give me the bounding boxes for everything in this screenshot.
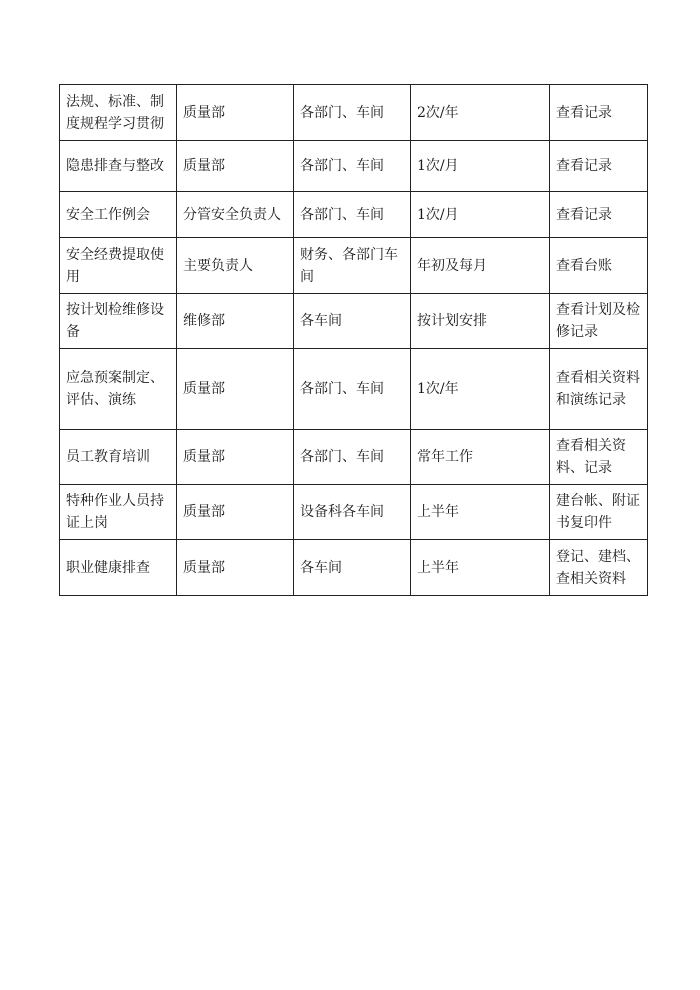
cell-frequency: 年初及每月 [411,238,550,294]
cell-item: 按计划检维修设备 [60,294,177,349]
cell-responsible: 质量部 [177,349,294,430]
table-row [60,85,648,141]
cell-participants: 各车间 [294,294,411,349]
table-row [60,141,648,192]
cell-responsible: 质量部 [177,141,294,192]
cell-participants: 财务、各部门车间 [294,238,411,294]
cell-responsible: 分管安全负责人 [177,192,294,238]
cell-item: 职业健康排查 [60,540,177,596]
cell-check: 查看相关资料、记录 [550,430,648,485]
cell-responsible: 质量部 [177,540,294,596]
cell-participants: 各部门、车间 [294,85,411,141]
cell-participants: 各部门、车间 [294,141,411,192]
cell-frequency: 按计划安排 [411,294,550,349]
cell-responsible: 质量部 [177,485,294,540]
cell-item: 法规、标准、制度规程学习贯彻 [60,85,177,141]
cell-check: 查看记录 [550,192,648,238]
cell-item: 应急预案制定、评估、演练 [60,349,177,430]
cell-responsible: 维修部 [177,294,294,349]
cell-check: 登记、建档、查相关资料 [550,540,648,596]
cell-check: 建台帐、附证书复印件 [550,485,648,540]
cell-responsible: 质量部 [177,85,294,141]
cell-item: 特种作业人员持证上岗 [60,485,177,540]
table-row [60,349,648,430]
cell-frequency: 2次/年 [411,85,550,141]
cell-participants: 设备科各车间 [294,485,411,540]
table-row [60,430,648,485]
safety-work-plan-table [59,84,648,596]
table-row [60,540,648,596]
cell-item: 安全经费提取使用 [60,238,177,294]
cell-frequency: 常年工作 [411,430,550,485]
table-row [60,485,648,540]
cell-responsible: 质量部 [177,430,294,485]
cell-check: 查看记录 [550,141,648,192]
cell-check: 查看计划及检修记录 [550,294,648,349]
cell-check: 查看相关资料和演练记录 [550,349,648,430]
table-row [60,294,648,349]
cell-participants: 各部门、车间 [294,430,411,485]
cell-responsible: 主要负责人 [177,238,294,294]
cell-check: 查看台账 [550,238,648,294]
cell-participants: 各部门、车间 [294,349,411,430]
cell-item: 员工教育培训 [60,430,177,485]
cell-frequency: 1次/月 [411,141,550,192]
table-row [60,192,648,238]
cell-item: 安全工作例会 [60,192,177,238]
cell-frequency: 上半年 [411,485,550,540]
cell-item: 隐患排查与整改 [60,141,177,192]
cell-frequency: 上半年 [411,540,550,596]
cell-frequency: 1次/年 [411,349,550,430]
cell-participants: 各车间 [294,540,411,596]
cell-participants: 各部门、车间 [294,192,411,238]
cell-frequency: 1次/月 [411,192,550,238]
table-row [60,238,648,294]
cell-check: 查看记录 [550,85,648,141]
